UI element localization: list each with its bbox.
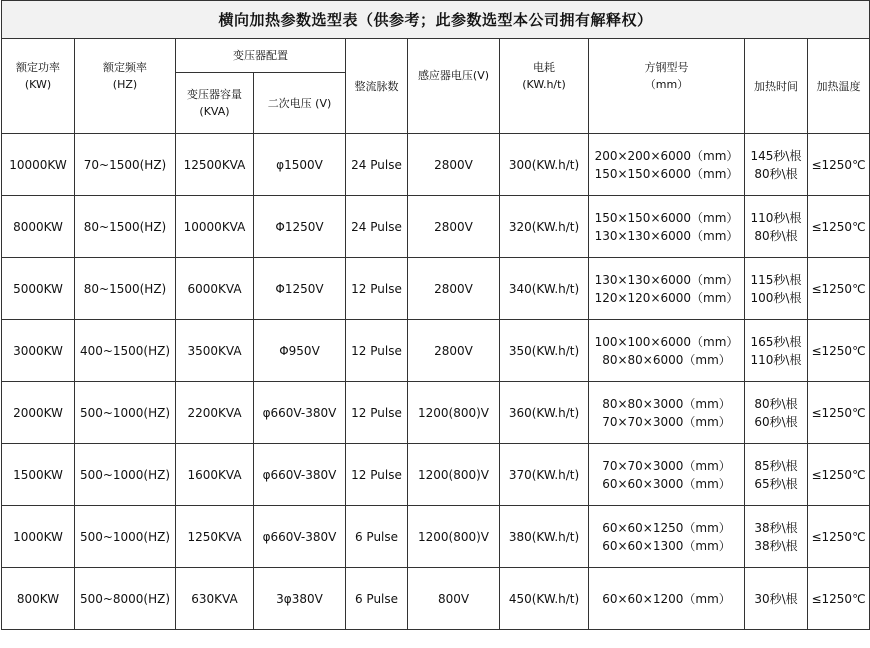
cell-time (745, 568, 808, 630)
table-row (2, 196, 870, 258)
cell-steel (589, 134, 745, 196)
cell-power: 10000KW (2, 134, 75, 196)
cell-power: 3000KW (2, 320, 75, 382)
header-steel-label: 方钢型号 (644, 61, 689, 74)
cell-time-line: 30秒\根 (754, 591, 798, 606)
cell-secondary: φ660V-380V (254, 382, 346, 444)
cell-steel-line: 60×60×1200（mm） (602, 591, 731, 606)
header-transformer: 变压器配置 (176, 39, 346, 73)
table-title: 横向加热参数选型表（供参考；此参数选型本公司拥有解释权） (2, 1, 870, 39)
header-temp: 加热温度 (808, 39, 870, 134)
cell-steel (589, 196, 745, 258)
cell-secondary: Φ950V (254, 320, 346, 382)
cell-consumption: 370(KW.h/t) (500, 444, 589, 506)
cell-freq: 500~8000(HZ) (75, 568, 176, 630)
cell-time-line: 115秒\根 (750, 272, 802, 287)
header-consumption-label: 电耗 (533, 61, 555, 74)
cell-power: 5000KW (2, 258, 75, 320)
cell-temp: ≤1250℃ (808, 134, 870, 196)
cell-inductor: 2800V (408, 320, 500, 382)
header-power (2, 39, 75, 134)
cell-temp: ≤1250℃ (808, 568, 870, 630)
header-frequency-unit: (HZ) (112, 78, 138, 91)
cell-inductor: 1200(800)V (408, 506, 500, 568)
cell-time (745, 444, 808, 506)
cell-time-line: 38秒\根 (754, 520, 798, 535)
cell-time-line: 80秒\根 (754, 166, 798, 181)
cell-freq: 70~1500(HZ) (75, 134, 176, 196)
cell-capacity: 1600KVA (176, 444, 254, 506)
cell-steel-line: 70×70×3000（mm） (602, 414, 731, 429)
cell-time (745, 506, 808, 568)
cell-temp: ≤1250℃ (808, 506, 870, 568)
cell-temp: ≤1250℃ (808, 196, 870, 258)
cell-time (745, 134, 808, 196)
cell-time-line: 100秒\根 (750, 290, 802, 305)
cell-pulse: 12 Pulse (346, 382, 408, 444)
cell-inductor: 2800V (408, 196, 500, 258)
table-row (2, 568, 870, 630)
cell-power: 2000KW (2, 382, 75, 444)
cell-pulse: 24 Pulse (346, 196, 408, 258)
cell-freq: 500~1000(HZ) (75, 506, 176, 568)
header-capacity (176, 73, 254, 134)
table-row (2, 258, 870, 320)
header-inductor: 感应器电压(V) (408, 39, 500, 134)
cell-time (745, 196, 808, 258)
cell-power: 1000KW (2, 506, 75, 568)
header-time: 加热时间 (745, 39, 808, 134)
cell-capacity: 10000KVA (176, 196, 254, 258)
cell-steel (589, 320, 745, 382)
cell-pulse: 12 Pulse (346, 258, 408, 320)
cell-power: 800KW (2, 568, 75, 630)
header-power-label: 额定功率 (16, 61, 60, 74)
header-capacity-unit: (KVA) (199, 105, 230, 118)
cell-consumption: 320(KW.h/t) (500, 196, 589, 258)
cell-steel-line: 60×60×1250（mm） (602, 520, 731, 535)
cell-capacity: 1250KVA (176, 506, 254, 568)
cell-time-line: 85秒\根 (754, 458, 798, 473)
cell-inductor: 1200(800)V (408, 444, 500, 506)
cell-pulse: 12 Pulse (346, 320, 408, 382)
cell-steel-line: 60×60×3000（mm） (602, 476, 731, 491)
header-pulse: 整流脉数 (346, 39, 408, 134)
cell-inductor: 1200(800)V (408, 382, 500, 444)
table-row (2, 444, 870, 506)
cell-pulse: 12 Pulse (346, 444, 408, 506)
cell-steel (589, 506, 745, 568)
cell-steel-line: 80×80×3000（mm） (602, 396, 731, 411)
cell-secondary: φ660V-380V (254, 506, 346, 568)
cell-time-line: 80秒\根 (754, 396, 798, 411)
parameter-table (1, 0, 870, 630)
cell-steel (589, 444, 745, 506)
cell-secondary: 3φ380V (254, 568, 346, 630)
cell-steel-line: 70×70×3000（mm） (602, 458, 731, 473)
header-frequency-label: 额定频率 (103, 61, 147, 74)
cell-consumption: 450(KW.h/t) (500, 568, 589, 630)
cell-temp: ≤1250℃ (808, 258, 870, 320)
cell-power: 1500KW (2, 444, 75, 506)
cell-secondary: Φ1250V (254, 258, 346, 320)
cell-time (745, 382, 808, 444)
cell-temp: ≤1250℃ (808, 444, 870, 506)
cell-pulse: 24 Pulse (346, 134, 408, 196)
cell-steel-line: 150×150×6000（mm） (594, 210, 739, 225)
cell-time-line: 65秒\根 (754, 476, 798, 491)
cell-inductor: 2800V (408, 258, 500, 320)
cell-power: 8000KW (2, 196, 75, 258)
cell-freq: 80~1500(HZ) (75, 196, 176, 258)
cell-inductor: 800V (408, 568, 500, 630)
cell-capacity: 6000KVA (176, 258, 254, 320)
cell-steel-line: 60×60×1300（mm） (602, 538, 731, 553)
header-steel (589, 39, 745, 134)
cell-temp: ≤1250℃ (808, 382, 870, 444)
cell-secondary: Φ1250V (254, 196, 346, 258)
cell-pulse: 6 Pulse (346, 568, 408, 630)
cell-freq: 500~1000(HZ) (75, 444, 176, 506)
cell-consumption: 350(KW.h/t) (500, 320, 589, 382)
cell-steel-line: 150×150×6000（mm） (594, 166, 739, 181)
cell-steel (589, 382, 745, 444)
cell-time-line: 145秒\根 (750, 148, 802, 163)
cell-consumption: 380(KW.h/t) (500, 506, 589, 568)
cell-steel-line: 200×200×6000（mm） (594, 148, 739, 163)
header-consumption-unit: (KW.h/t) (522, 78, 566, 91)
cell-steel-line: 100×100×6000（mm） (594, 334, 739, 349)
cell-time (745, 320, 808, 382)
header-frequency (75, 39, 176, 134)
cell-consumption: 340(KW.h/t) (500, 258, 589, 320)
cell-time-line: 38秒\根 (754, 538, 798, 553)
cell-capacity: 2200KVA (176, 382, 254, 444)
cell-inductor: 2800V (408, 134, 500, 196)
cell-freq: 80~1500(HZ) (75, 258, 176, 320)
cell-pulse: 6 Pulse (346, 506, 408, 568)
table-row (2, 382, 870, 444)
cell-secondary: φ1500V (254, 134, 346, 196)
header-steel-unit: （mm） (644, 78, 689, 91)
header-power-unit: (KW) (24, 78, 52, 91)
header-secondary: 二次电压 (V) (254, 73, 346, 134)
cell-consumption: 360(KW.h/t) (500, 382, 589, 444)
cell-time-line: 60秒\根 (754, 414, 798, 429)
cell-time (745, 258, 808, 320)
cell-steel-line: 130×130×6000（mm） (594, 228, 739, 243)
header-capacity-label: 变压器容量 (187, 88, 242, 101)
cell-time-line: 80秒\根 (754, 228, 798, 243)
table-row (2, 134, 870, 196)
cell-capacity: 630KVA (176, 568, 254, 630)
cell-freq: 500~1000(HZ) (75, 382, 176, 444)
cell-steel (589, 568, 745, 630)
cell-steel-line: 120×120×6000（mm） (594, 290, 739, 305)
cell-capacity: 12500KVA (176, 134, 254, 196)
header-consumption (500, 39, 589, 134)
cell-steel-line: 130×130×6000（mm） (594, 272, 739, 287)
cell-temp: ≤1250℃ (808, 320, 870, 382)
cell-consumption: 300(KW.h/t) (500, 134, 589, 196)
table-row (2, 320, 870, 382)
table-row (2, 506, 870, 568)
cell-time-line: 110秒\根 (750, 210, 802, 225)
cell-steel-line: 80×80×6000（mm） (602, 352, 731, 367)
cell-capacity: 3500KVA (176, 320, 254, 382)
cell-time-line: 165秒\根 (750, 334, 802, 349)
cell-secondary: φ660V-380V (254, 444, 346, 506)
cell-time-line: 110秒\根 (750, 352, 802, 367)
cell-freq: 400~1500(HZ) (75, 320, 176, 382)
cell-steel (589, 258, 745, 320)
